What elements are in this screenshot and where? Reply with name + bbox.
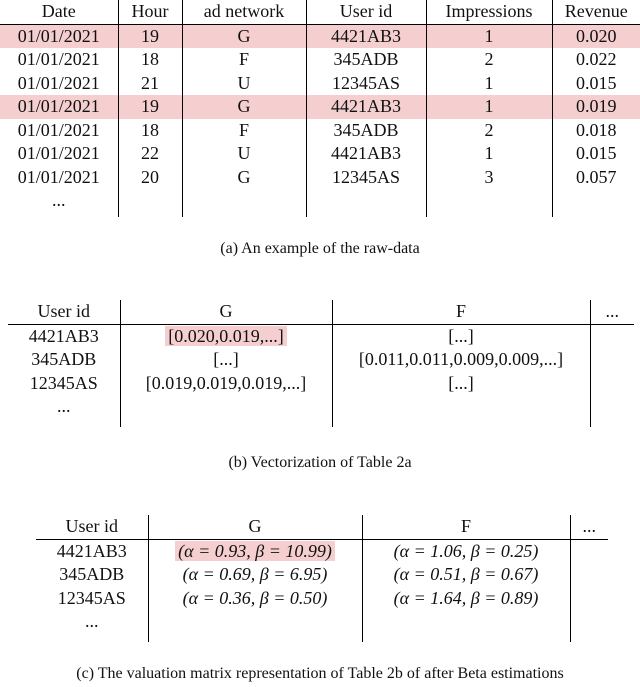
cell-date: 01/01/2021 [17, 166, 100, 187]
cell-user-id: 4421AB3 [56, 540, 127, 561]
cell-g: [0.019,0.019,0.019,...] [120, 372, 332, 396]
cell-ellipsis: ... [52, 190, 66, 210]
cell-f: [0.011,0.011,0.009,0.009,...] [332, 348, 590, 372]
header-more: ... [590, 300, 634, 324]
cell-user-id: 4421AB3 [306, 142, 426, 166]
cell-user-id: 12345AS [57, 587, 126, 608]
cell-date: 01/01/2021 [17, 143, 100, 163]
cell-revenue: 0.015 [552, 72, 640, 96]
header-date: Date [41, 1, 76, 21]
cell-date: 01/01/2021 [17, 96, 100, 116]
cell-revenue: 0.020 [552, 24, 640, 48]
cell-hour: 22 [118, 142, 182, 166]
header-impressions: Impressions [426, 0, 552, 24]
table-row [0, 24, 640, 48]
cell-g: (α = 0.69, β = 6.95) [148, 563, 362, 587]
cell-impressions: 1 [426, 24, 552, 48]
raw-data-table [0, 0, 640, 217]
table-header-row [8, 300, 634, 324]
table-row [36, 587, 608, 611]
header-revenue: Revenue [552, 0, 640, 24]
cell-revenue: 0.018 [552, 119, 640, 143]
cell-date: 01/01/2021 [17, 119, 100, 140]
table-row-ellipsis [36, 610, 608, 642]
table-row-ellipsis [0, 189, 640, 217]
caption-c: (c) The valuation matrix representation of Table 2b of after Beta estimations [76, 665, 564, 682]
cell-network: G [182, 24, 306, 48]
cell-user-id: 4421AB3 [28, 325, 99, 346]
cell-user-id: 345ADB [306, 119, 426, 143]
table-header-row [0, 0, 640, 24]
cell-user-id: 345ADB [306, 48, 426, 72]
header-f: F [332, 300, 590, 324]
cell-hour: 21 [118, 72, 182, 96]
valuation-matrix-table [36, 515, 608, 642]
cell-impressions: 1 [426, 142, 552, 166]
cell-ellipsis: ... [57, 396, 71, 416]
header-user-id: User id [37, 301, 90, 321]
cell-network: G [182, 166, 306, 190]
cell-revenue: 0.019 [552, 95, 640, 119]
cell-f: [...] [332, 372, 590, 396]
table-header-row [36, 515, 608, 539]
cell-hour: 19 [118, 95, 182, 119]
cell-g: [...] [120, 348, 332, 372]
cell-hour: 18 [118, 48, 182, 72]
cell-g: (α = 0.36, β = 0.50) [148, 587, 362, 611]
table-row [8, 348, 634, 372]
cell-revenue: 0.015 [552, 142, 640, 166]
header-f: F [362, 515, 570, 539]
cell-network: G [182, 95, 306, 119]
cell-user-id: 4421AB3 [306, 24, 426, 48]
cell-date: 01/01/2021 [17, 49, 100, 69]
cell-impressions: 3 [426, 166, 552, 190]
header-more: ... [570, 515, 608, 539]
table-row [8, 372, 634, 396]
table-row [0, 166, 640, 190]
cell-network: F [182, 48, 306, 72]
cell-user-id: 4421AB3 [306, 95, 426, 119]
cell-user-id: 345ADB [31, 349, 97, 369]
header-hour: Hour [118, 0, 182, 24]
cell-network: F [182, 119, 306, 143]
highlighted-vector: [0.020,0.019,...] [165, 326, 287, 346]
table-row [0, 119, 640, 143]
cell-f: (α = 1.64, β = 0.89) [362, 587, 570, 611]
table-row [36, 563, 608, 587]
cell-impressions: 1 [426, 95, 552, 119]
cell-user-id: 12345AS [306, 166, 426, 190]
cell-hour: 18 [118, 119, 182, 143]
cell-revenue: 0.022 [552, 48, 640, 72]
cell-hour: 20 [118, 166, 182, 190]
header-ad-network: ad network [182, 0, 306, 24]
cell-f: [...] [332, 324, 590, 348]
cell-date: 01/01/2021 [17, 25, 100, 46]
cell-date: 01/01/2021 [17, 72, 100, 93]
cell-f: (α = 0.51, β = 0.67) [362, 563, 570, 587]
table-row [0, 48, 640, 72]
table-row [36, 539, 608, 563]
header-user-id: User id [65, 516, 118, 536]
cell-impressions: 2 [426, 119, 552, 143]
cell-user-id: 12345AS [29, 372, 98, 393]
highlighted-params: (α = 0.93, β = 10.99) [175, 541, 335, 561]
vectorization-table [8, 300, 634, 427]
cell-impressions: 2 [426, 48, 552, 72]
caption-a: (a) An example of the raw-data [220, 240, 420, 257]
cell-revenue: 0.057 [552, 166, 640, 190]
table-row [0, 95, 640, 119]
cell-ellipsis: ... [85, 611, 99, 631]
cell-f: (α = 1.06, β = 0.25) [362, 539, 570, 563]
cell-g [148, 539, 362, 563]
cell-user-id: 345ADB [59, 564, 125, 584]
cell-user-id: 12345AS [306, 72, 426, 96]
header-g: G [120, 300, 332, 324]
cell-hour: 19 [118, 24, 182, 48]
table-row [0, 142, 640, 166]
cell-network: U [182, 142, 306, 166]
table-row [8, 324, 634, 348]
cell-network: U [182, 72, 306, 96]
cell-impressions: 1 [426, 72, 552, 96]
caption-b: (b) Vectorization of Table 2a [228, 454, 412, 471]
table-row [0, 72, 640, 96]
table-row-ellipsis [8, 395, 634, 427]
header-g: G [148, 515, 362, 539]
header-user-id: User id [306, 0, 426, 24]
cell-g [120, 324, 332, 348]
